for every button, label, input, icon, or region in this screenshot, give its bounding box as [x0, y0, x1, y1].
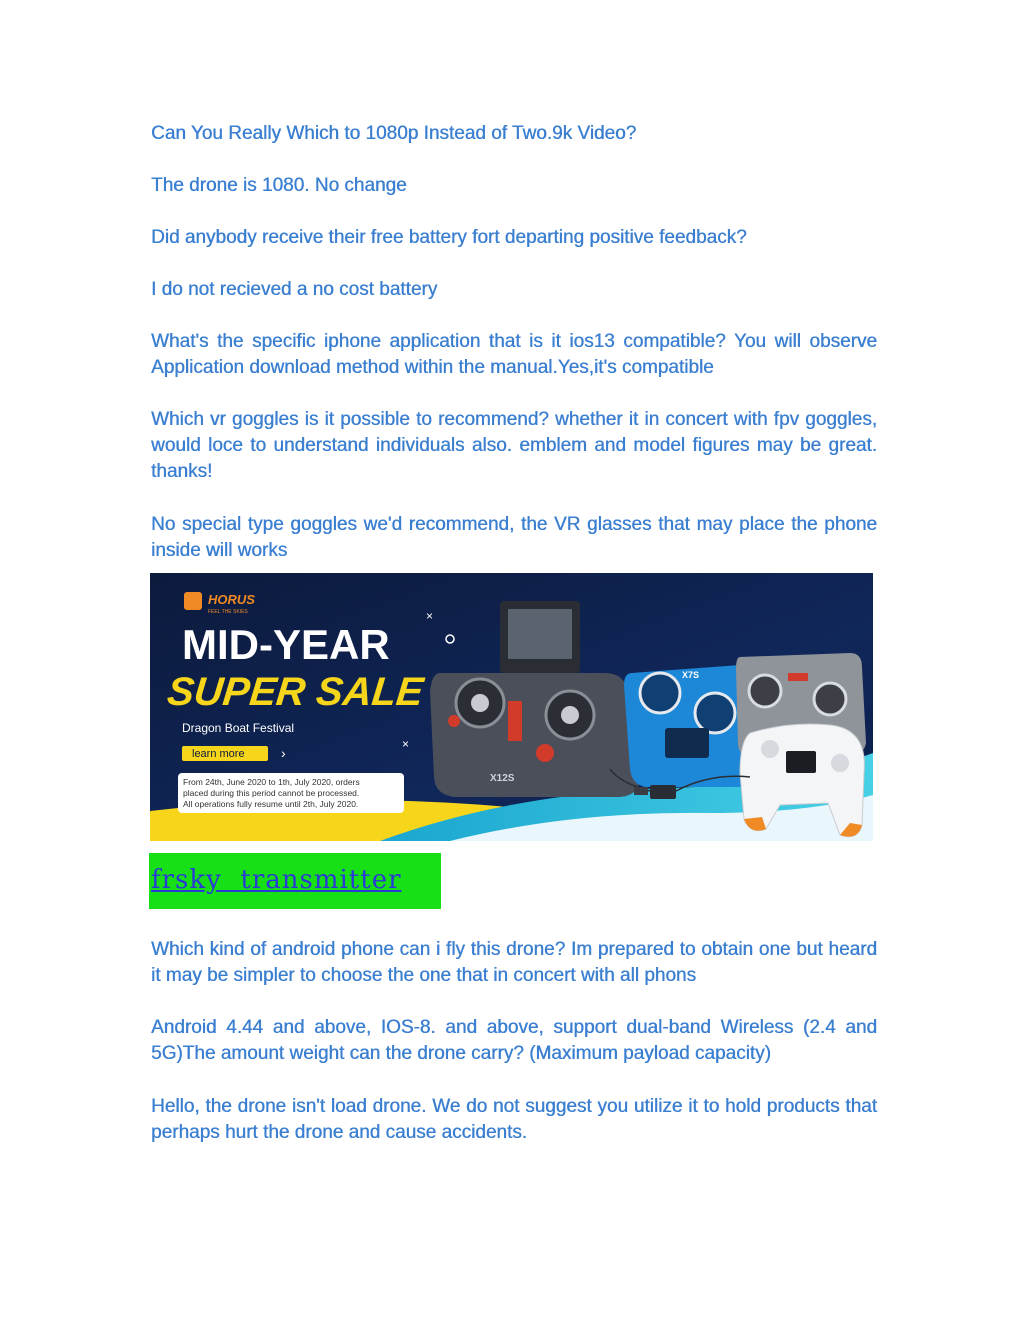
notice-line-3: All operations fully resume until 2th, July 2020.: [183, 799, 359, 809]
x12s-label: X12S: [490, 773, 515, 784]
banner-headline-2: SUPER SALE: [165, 670, 426, 714]
paragraph-answer-battery: I do not recieved a no cost battery: [151, 279, 438, 300]
paragraph-answer-payload: Hello, the drone isn't load drone. We do not suggest you utilize it to hold products that perhaps hurt the drone and cause accidents.: [151, 1096, 877, 1143]
close-icon: ×: [402, 737, 410, 751]
paragraph-app-compat: What's the specific iphone application that is it ios13 compatible? You will observe Application download method within the manual.Yes,it's compatible: [151, 331, 877, 378]
paragraph-question-goggles: Which vr goggles is it possible to recommend? whether it in concert with fpv goggles, would loce to understand individuals also. emblem and model figures may be great. thanks!: [151, 409, 877, 482]
paragraph-question-video: Can You Really Which to 1080p Instead of Two.9k Video?: [151, 123, 637, 144]
banner-subtitle: Dragon Boat Festival: [182, 721, 295, 735]
learn-more-label[interactable]: learn more: [192, 748, 245, 760]
paragraph-question-battery: Did anybody receive their free battery fort departing positive feedback?: [151, 227, 747, 248]
notice-line-2: placed during this period cannot be processed.: [183, 788, 360, 798]
frsky-link-box: [149, 853, 441, 909]
horus-logo-mark: [184, 592, 202, 610]
banner-headline-1: MID-YEAR: [182, 621, 390, 668]
chevron-right-icon: ›: [281, 745, 286, 761]
frsky-transmitter-link[interactable]: frsky transmitter: [151, 865, 402, 895]
banner-brand: HORUS: [208, 592, 255, 607]
x7s-label: X7S: [682, 670, 700, 680]
promo-banner[interactable]: [150, 573, 873, 841]
close-icon: ×: [426, 609, 434, 623]
paragraph-question-android: Which kind of android phone can i fly this drone? Im prepared to obtain one but heard it may be simpler to choose the one that in concert with all phons: [151, 939, 877, 986]
banner-brand-tagline: FEEL THE SKIES: [208, 609, 248, 615]
notice-line-1: From 24th, June 2020 to 1th, July 2020, orders: [183, 777, 360, 787]
paragraph-answer-goggles: No special type goggles we'd recommend, the VR glasses that may place the phone inside will works: [151, 514, 877, 561]
paragraph-answer-android-payload: Android 4.44 and above, IOS-8. and above, support dual-band Wireless (2.4 and 5G)The amount weight can the drone carry? (Maximum payload capacity): [151, 1017, 877, 1064]
paragraph-answer-video: The drone is 1080. No change: [151, 175, 407, 196]
